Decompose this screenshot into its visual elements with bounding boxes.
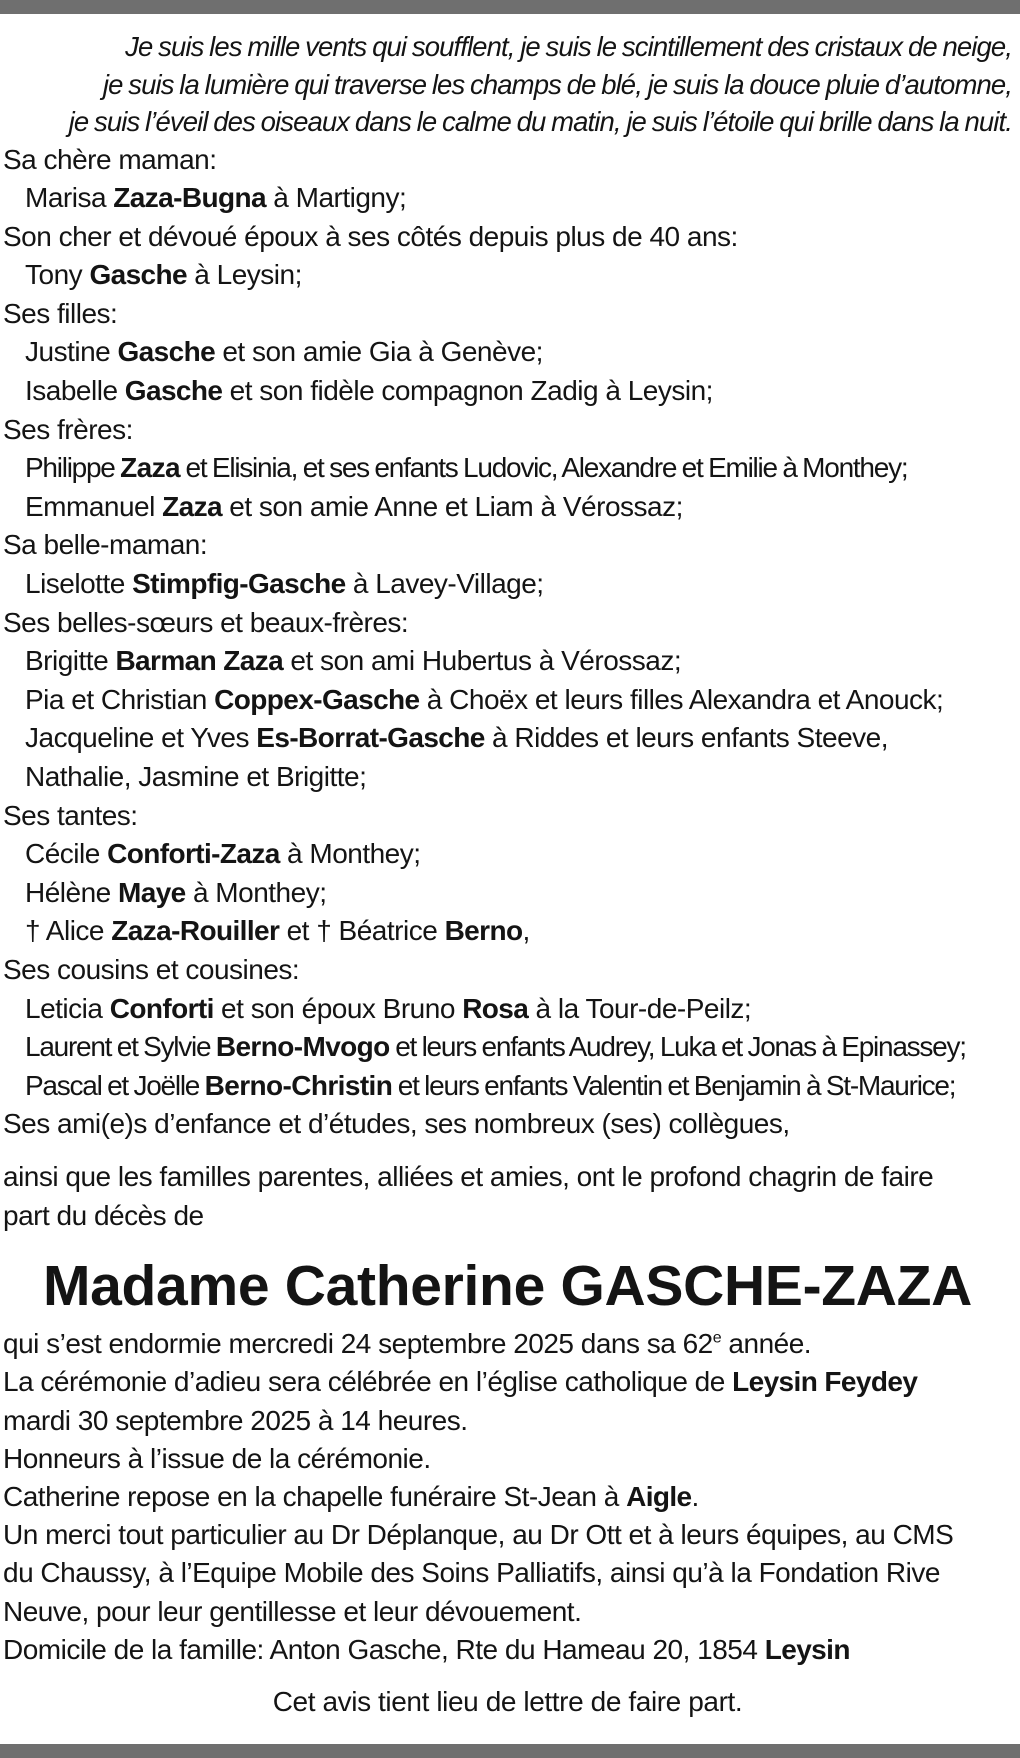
husband-heading: Son cher et dévoué époux à ses côtés depuis plus de 40 ans: xyxy=(3,220,738,252)
ceremony-time-line: mardi 30 septembre 2025 à 14 heures. xyxy=(3,1404,468,1436)
thanks-line: Un merci tout particulier au Dr Déplanque, au Dr Ott et à leurs équipes, au CMS xyxy=(3,1519,954,1551)
surname: Gasche xyxy=(89,259,188,291)
surname: Conforti xyxy=(109,992,214,1024)
surname: Berno-Christin xyxy=(204,1069,393,1101)
poem-epigraph xyxy=(3,28,1012,141)
family-member-in-law-continued: Nathalie, Jasmine et Brigitte; xyxy=(25,761,367,792)
death-notice xyxy=(0,28,1020,1721)
intro-line: part du décès de xyxy=(3,1199,204,1231)
poem-line: Je suis les mille vents qui soufflent, je suis le scintillement des cristaux de neige, xyxy=(125,31,1012,62)
surname: Barman Zaza xyxy=(115,645,284,677)
mother-in-law-heading: Sa belle-maman: xyxy=(3,529,208,561)
family-member-in-law: Brigitte Barman Zaza et son ami Hubertus à Vérossaz; xyxy=(25,645,682,677)
family-member-daughter: Isabelle Gasche et son fidèle compagnon Zadig à Leysin; xyxy=(25,375,713,407)
family-member-cousin: Laurent et Sylvie Berno-Mvogo et leurs enfants Audrey, Luka et Jonas à Epinassey; xyxy=(25,1031,966,1063)
surname: Gasche xyxy=(124,375,223,407)
thanks-line: Neuve, pour leur gentillesse et leur dévouement. xyxy=(3,1595,582,1627)
family-address-line: Domicile de la famille: Anton Gasche, Rte du Hameau 20, 1854 Leysin xyxy=(3,1633,850,1665)
surname: Berno-Mvogo xyxy=(215,1031,390,1063)
closing-note: Cet avis tient lieu de lettre de faire part. xyxy=(272,1685,743,1717)
poem-line: je suis l’éveil des oiseaux dans le calme du matin, je suis l’étoile qui brille dans la nuit. xyxy=(68,106,1012,137)
resting-place-line: Catherine repose en la chapelle funéraire St-Jean à Aigle. xyxy=(3,1480,699,1512)
ceremony-place: Leysin Feydey xyxy=(732,1366,918,1398)
family-member-mother: Marisa Zaza-Bugna à Martigny; xyxy=(25,182,407,214)
surname: Es-Borrat-Gasche xyxy=(256,722,485,754)
family-member-aunt: Hélène Maye à Monthey; xyxy=(25,876,327,908)
family-member-cousin: Pascal et Joëlle Berno-Christin et leurs enfants Valentin et Benjamin à St-Maurice; xyxy=(25,1069,956,1101)
family-member-brother: Emmanuel Zaza et son amie Anne et Liam à Vérossaz; xyxy=(25,490,683,522)
death-date-line: qui s’est endormie mercredi 24 septembre 2025 dans sa 62e année. xyxy=(3,1328,812,1360)
surname: Coppex-Gasche xyxy=(214,683,420,715)
surname: Zaza-Bugna xyxy=(113,182,266,214)
announcement-intro xyxy=(3,1158,1012,1235)
family-member-in-law: Pia et Christian Coppex-Gasche à Choëx et leurs filles Alexandra et Anouck; xyxy=(25,683,944,715)
family-member-daughter: Justine Gasche et son amie Gia à Genève; xyxy=(25,336,543,368)
bottom-border-rule xyxy=(0,1744,1020,1758)
poem-line: je suis la lumière qui traverse les champs de blé, je suis la douce pluie d’automne, xyxy=(102,68,1012,100)
top-border-rule xyxy=(0,0,1020,14)
resting-place: Aigle xyxy=(626,1480,692,1512)
surname: Gasche xyxy=(117,336,216,368)
deceased-name: Madame Catherine GASCHE-ZAZA xyxy=(42,1254,973,1319)
family-member-brother: Philippe Zaza et Elisinia, et ses enfants Ludovic, Alexandre et Emilie à Monthey; xyxy=(25,452,908,484)
surname: Stimpfig-Gasche xyxy=(132,568,346,600)
daughters-heading: Ses filles: xyxy=(3,297,118,329)
family-member-aunt: Cécile Conforti-Zaza à Monthey; xyxy=(25,838,421,870)
surname: Rosa xyxy=(462,992,529,1024)
surname: Conforti-Zaza xyxy=(107,838,280,870)
surname: Zaza xyxy=(162,490,222,522)
family-member-cousin: Leticia Conforti et son époux Bruno Rosa à la Tour-de-Peilz; xyxy=(25,992,752,1024)
surname: Zaza-Rouiller xyxy=(111,915,280,947)
intro-line: ainsi que les familles parentes, alliées et amies, ont le profond chagrin de faire xyxy=(3,1160,934,1192)
aunts-heading: Ses tantes: xyxy=(3,799,138,831)
ceremony-details xyxy=(3,1325,1012,1669)
honours-line: Honneurs à l’issue de la cérémonie. xyxy=(3,1442,431,1474)
family-member-in-law: Jacqueline et Yves Es-Borrat-Gasche à Riddes et leurs enfants Steeve, xyxy=(25,722,888,754)
cousins-heading: Ses cousins et cousines: xyxy=(3,953,300,985)
family-member-husband: Tony Gasche à Leysin; xyxy=(25,259,302,291)
friends-line: Ses ami(e)s d’enfance et d’études, ses nombreux (ses) collègues, xyxy=(3,1108,790,1140)
ordinal-suffix: e xyxy=(712,1329,722,1347)
surname: Zaza xyxy=(120,452,181,484)
mother-heading: Sa chère maman: xyxy=(3,143,217,175)
in-laws-heading: Ses belles-sœurs et beaux-frères: xyxy=(3,606,409,638)
address-place: Leysin xyxy=(764,1633,850,1665)
brothers-heading: Ses frères: xyxy=(3,413,133,445)
family-member-mother-in-law: Liselotte Stimpfig-Gasche à Lavey-Village; xyxy=(25,568,544,600)
surname: Maye xyxy=(118,876,186,908)
family-list xyxy=(3,141,1012,1144)
ceremony-line: La cérémonie d’adieu sera célébrée en l’église catholique de Leysin Feydey xyxy=(3,1366,918,1398)
thanks-line: du Chaussy, à l’Equipe Mobile des Soins Palliatifs, ainsi qu’à la Fondation Rive xyxy=(3,1557,940,1589)
family-member-aunt: † Alice Zaza-Rouiller et † Béatrice Berno, xyxy=(25,915,530,947)
surname: Berno xyxy=(444,915,523,947)
